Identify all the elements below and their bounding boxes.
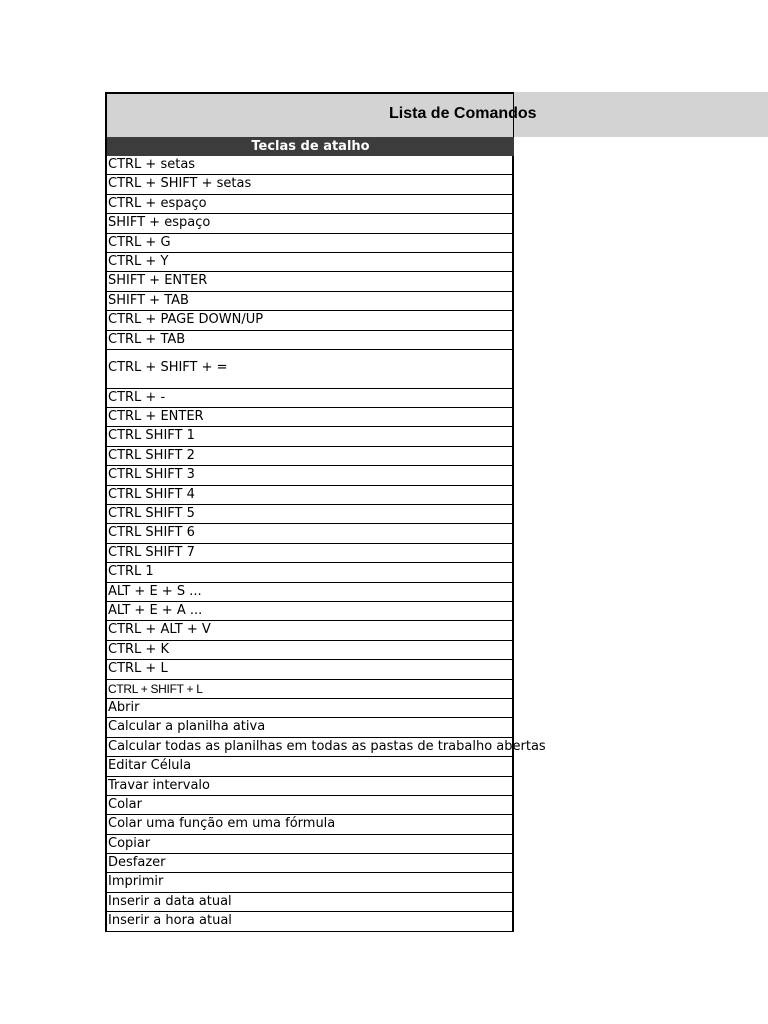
table-row[interactable]: CTRL SHIFT 1 bbox=[107, 427, 512, 446]
table-row[interactable]: SHIFT + espaço bbox=[107, 214, 512, 233]
table-row[interactable]: CTRL + ALT + V bbox=[107, 621, 512, 640]
table-row[interactable]: Calcular todas as planilhas em todas as pastas de trabalho abertas bbox=[107, 738, 512, 757]
table-row[interactable]: Calcular a planilha ativa bbox=[107, 718, 512, 737]
table-row[interactable]: Copiar bbox=[107, 835, 512, 854]
table-row[interactable]: CTRL SHIFT 2 bbox=[107, 447, 512, 466]
table-row[interactable]: CTRL + SHIFT + L bbox=[107, 680, 512, 699]
table-row[interactable]: Desfazer bbox=[107, 854, 512, 873]
table-row[interactable]: Colar uma função em uma fórmula bbox=[107, 815, 512, 834]
table-row[interactable]: CTRL SHIFT 5 bbox=[107, 505, 512, 524]
table-row[interactable]: CTRL + K bbox=[107, 641, 512, 660]
shortcut-list bbox=[105, 156, 546, 932]
table-row[interactable]: CTRL + PAGE DOWN/UP bbox=[107, 311, 512, 330]
table-row[interactable]: CTRL + espaço bbox=[107, 195, 512, 214]
table-row[interactable]: CTRL + G bbox=[107, 234, 512, 253]
table-row[interactable]: CTRL + ENTER bbox=[107, 408, 512, 427]
table-row[interactable]: CTRL + TAB bbox=[107, 331, 512, 350]
table-row[interactable]: CTRL 1 bbox=[107, 563, 512, 582]
table-row[interactable]: CTRL SHIFT 3 bbox=[107, 466, 512, 485]
table-row[interactable]: SHIFT + ENTER bbox=[107, 272, 512, 291]
table-row[interactable]: Travar intervalo bbox=[107, 777, 512, 796]
table-row[interactable]: CTRL + SHIFT + = bbox=[107, 350, 512, 389]
sheet-title: Lista de Comandos bbox=[389, 105, 537, 122]
table-row[interactable]: Inserir a data atual bbox=[107, 893, 512, 912]
table-row[interactable]: CTRL + setas bbox=[107, 156, 512, 175]
table-row[interactable]: CTRL + - bbox=[107, 389, 512, 408]
table-row[interactable]: Editar Célula bbox=[107, 757, 512, 776]
table-row[interactable]: Inserir a hora atual bbox=[107, 912, 512, 931]
table-row[interactable]: CTRL SHIFT 4 bbox=[107, 486, 512, 505]
table-row[interactable]: Imprimir bbox=[107, 873, 512, 892]
table-row[interactable]: CTRL + Y bbox=[107, 253, 512, 272]
table-row[interactable]: ALT + E + S ... bbox=[107, 583, 512, 602]
table-row[interactable]: Abrir bbox=[107, 699, 512, 718]
table-row[interactable]: CTRL + SHIFT + setas bbox=[107, 175, 512, 194]
table-row[interactable]: CTRL SHIFT 7 bbox=[107, 544, 512, 563]
table-row[interactable]: SHIFT + TAB bbox=[107, 292, 512, 311]
title-cell[interactable] bbox=[105, 92, 537, 137]
table-row[interactable]: CTRL SHIFT 6 bbox=[107, 524, 512, 543]
table-row[interactable]: ALT + E + A ... bbox=[107, 602, 512, 621]
column-header-shortcuts[interactable]: Teclas de atalho bbox=[105, 137, 514, 156]
table-row[interactable]: CTRL + L bbox=[107, 660, 512, 679]
table-row[interactable]: Colar bbox=[107, 796, 512, 815]
